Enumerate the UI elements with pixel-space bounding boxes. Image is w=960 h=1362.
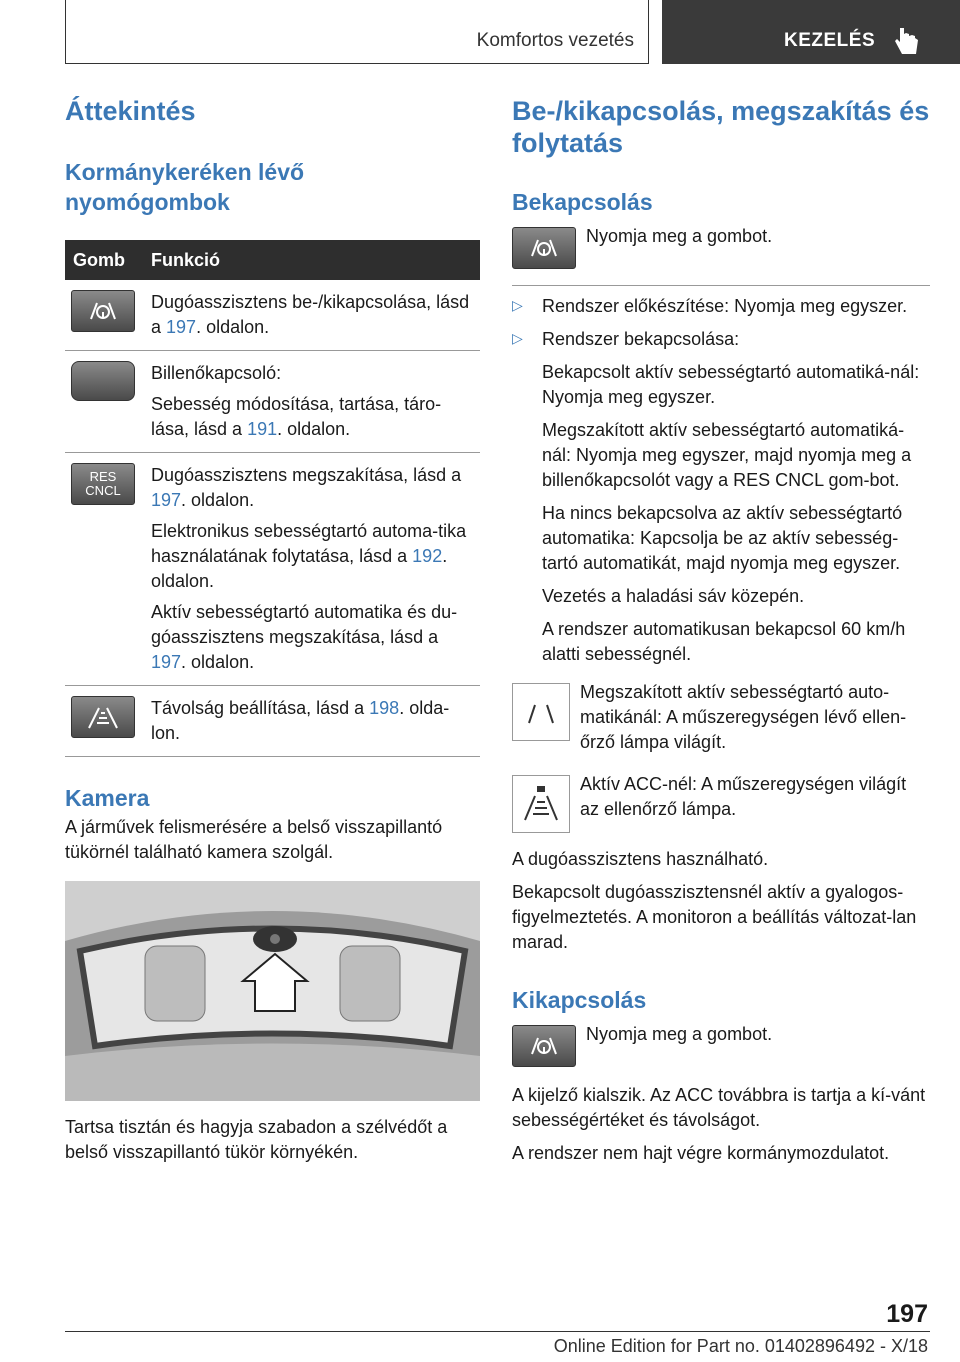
footer-edition: Online Edition for Part no. 01402896492 - X/18 [553, 1336, 928, 1356]
page-header [0, 0, 960, 66]
chapter-tab [662, 0, 960, 64]
on-press-text: Nyomja meg a gombot. [586, 226, 773, 246]
steering-assist-button-icon [512, 227, 576, 269]
page-link[interactable]: 197 [166, 317, 197, 337]
page-link[interactable]: 197 [151, 490, 182, 510]
footer-divider [65, 1331, 930, 1332]
steering-assist-button-icon [512, 1025, 576, 1067]
on-steps [512, 285, 930, 667]
table-row: Dugóasszisztens be-/kikapcsolása, lásd a 197. oldalon. [65, 280, 480, 351]
indicator-row: Aktív ACC-nél: A műszeregységen világít az ellenőrző lámpa. [512, 775, 930, 833]
off-press-row [512, 1025, 930, 1067]
acc-indicator-icon [512, 775, 570, 833]
table-row: Billenőkapcsoló: Sebesség módosítása, tartása, táro-lása, lásd a 191. oldalon. [65, 351, 480, 453]
page-link[interactable]: 198 [369, 698, 400, 718]
distance-button-icon [71, 696, 135, 738]
triangle-bullet-icon: ▷ [512, 330, 523, 346]
page-link[interactable]: 197 [151, 652, 182, 672]
section-title: Komfortos vezetés [476, 30, 634, 51]
steering-assist-button-icon [71, 290, 135, 332]
off-press-text: Nyomja meg a gombot. [586, 1024, 773, 1044]
camera-text: A járművek felismerésére a belső visszapillantó tükörnél található kamera szolgál. [65, 817, 443, 862]
rocker-switch-icon [71, 361, 135, 401]
section-tab [65, 0, 649, 64]
res-cncl-button-icon: RES CNCL [71, 463, 135, 505]
list-item: ▷ Rendszer előkészítése: Nyomja meg egyszer. [512, 294, 930, 319]
table-row: RES CNCL Dugóasszisztens megszakítása, lásd a 197. oldalon. Elektronikus sebességtartó automa-tika használatának folytatása, lásd a 192. oldalon. Aktív sebességtartó automatika és du-góasszisztens megszakítása, lásd a 197. oldalon. [65, 453, 480, 686]
switch-off-heading: Kikapcsolás [512, 987, 647, 1013]
windshield-camera-image [65, 881, 480, 1101]
page-number: 197 [886, 1300, 928, 1328]
camera-note: Tartsa tisztán és hagyja szabadon a szélvédőt a belső visszapillantó tükör környékén. [65, 1117, 448, 1162]
left-column [65, 95, 480, 1165]
list-item: ▷ Rendszer bekapcsolása: Bekapcsolt aktív sebességtartó automatiká-nál: Nyomja meg egyszer. Megszakított aktív sebességtartó automatiká-nál: Nyomja meg egyszer, majd nyomja meg a billenőkapcsolót vagy a RES CNCL gom-bot. Ha nincs bekapcsolva az aktív sebességtartó automatika: Kapcsolja be az aktív sebesség-tartó automatikát, majd nyomja meg egyszer. Vezetés a haladási sáv közepén. A rendszer automatikusan bekapcsol 60 km/h alatti sebességnél. [512, 327, 930, 667]
table-row: Távolság beállítása, lásd a 198. olda-lon. [65, 686, 480, 757]
lane-indicator-icon [512, 683, 570, 741]
page-link[interactable]: 192 [412, 546, 443, 566]
switch-on-heading: Bekapcsolás [512, 189, 653, 215]
overview-heading: Áttekintés [65, 96, 196, 126]
on-press-row [512, 227, 930, 269]
col-header-button: Gomb [65, 240, 143, 280]
col-header-function: Funkció [143, 240, 480, 280]
indicator-row: Megszakított aktív sebességtartó auto-matikánál: A műszeregységen lévő ellen-őrző lámpa világít. [512, 683, 930, 755]
triangle-bullet-icon: ▷ [512, 297, 523, 313]
onoff-heading: Be-/kikapcsolás, megszakítás és folytatás [512, 96, 930, 158]
page-link[interactable]: 191 [247, 419, 278, 439]
camera-heading: Kamera [65, 785, 150, 811]
buttons-table [65, 240, 480, 757]
chapter-title: KEZELÉS [784, 30, 876, 51]
hand-pointer-icon [894, 26, 920, 56]
steering-buttons-heading: Kormánykeréken lévő nyomógombok [65, 159, 305, 215]
right-column: Be-/kikapcsolás, megszakítás és folytatás Bekapcsolás Nyomja meg a gombot. ▷ Rendszer előkészítése: Nyomja meg egyszer. ▷ Rendszer bekapcsolása: Bekapcsolt aktív sebességtartó automatiká-nál: Nyomja meg egyszer. Megszakított aktív sebességtartó automatiká-nál: Nyomja meg egyszer, majd nyomja meg a billenőkapcsolót vagy a RES CNCL gom-bot. Ha nincs bekapcsolva az aktív sebességtartó automatika: Kapcsolja be az aktív sebesség-tartó automatikát, majd nyomja meg egyszer. Vezetés a haladási sáv közepén. A rendszer automatikusan bekapcsol 60 km/h alatti sebességnél. Megszakított aktív sebességtartó auto-matikánál: A műszeregységen lévő ellen-őrző lámpa világít. Aktív ACC-nél: A műszeregységen világít az ellenőrző lámpa. A dugóasszisztens használható. Bekapcsolt dugóasszisztensnél aktív a gyalogos-figyelmeztetés. A monitoron a beállítás változat-lan marad. Kikapcsolás Nyomja meg a gombot. A kijelző kialszik. Az ACC továbbra is tartja a kí-vánt sebességértéket és távolságot. A rendszer nem hajt végre kormánymozdulatot. [512, 96, 930, 1163]
